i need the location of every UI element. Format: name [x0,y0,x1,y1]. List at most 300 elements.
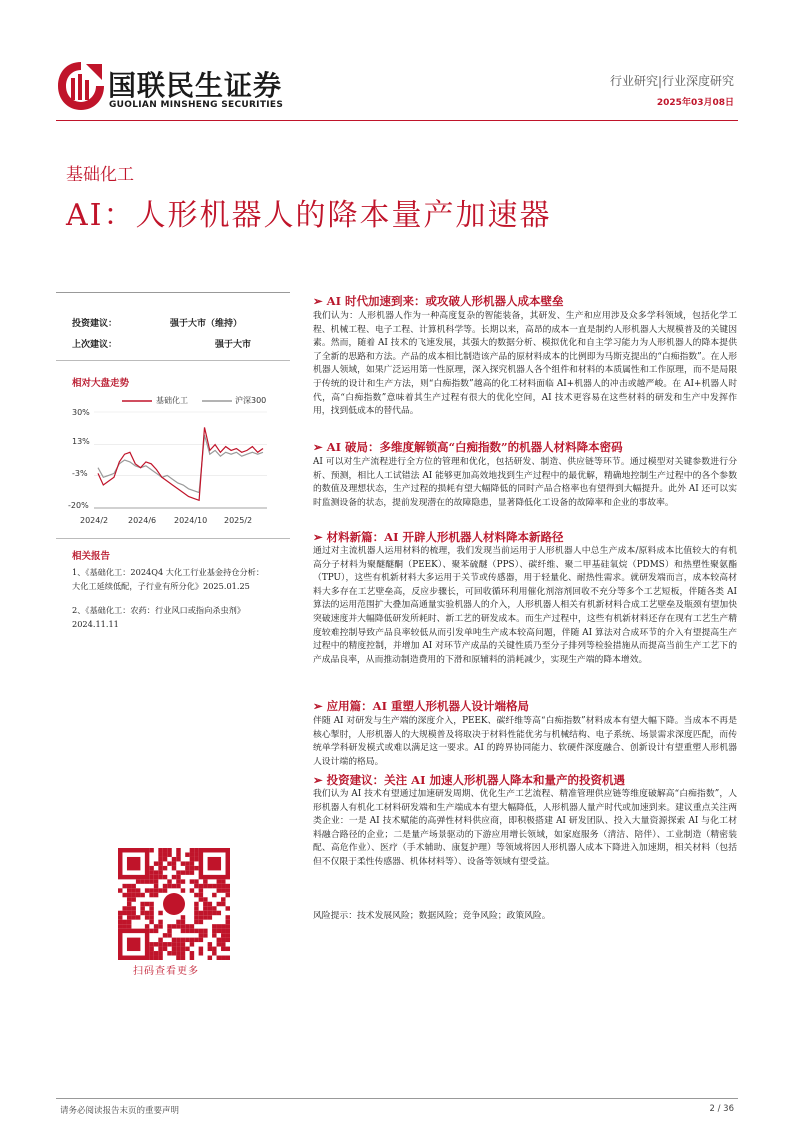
qr-module [217,929,221,933]
qr-module [163,875,167,879]
risk-warning: 风险提示：技术发展风险；数据风险；竞争风险；政策风险。 [313,911,551,921]
company-name-en: GUOLIAN MINSHENG SECURITIES [109,100,284,110]
qr-module [122,911,126,915]
qr-module [181,942,185,946]
qr-module [181,870,185,874]
related-report-item[interactable]: 1、《基础化工：2024Q4 大化工行业基金持仓分析：大化工延续低配，子行业有所分化》2025.01.25 [72,567,265,591]
qr-module [203,902,207,906]
qr-code-icon [118,848,230,960]
chart-title: 相对大盘走势 [72,378,130,389]
section-title-4: ➢ 应用篇：AI 重塑人形机器人设计端格局 [313,699,529,713]
qr-module [131,884,135,888]
qr-module [199,888,203,892]
qr-module [199,893,203,897]
qr-module [176,884,180,888]
qr-module [194,884,198,888]
qr-module [208,915,212,919]
qr-module [203,906,207,910]
qr-module [181,879,185,883]
company-name-cn: 国联民生证券 [108,69,283,102]
qr-module [149,947,153,951]
qr-module [172,938,176,942]
qr-module [217,888,221,892]
rating-value-1: 强于大市（维持） [170,319,243,329]
qr-module [181,888,185,892]
qr-module [217,938,221,942]
qr-module [154,951,158,955]
qr-module [199,915,203,919]
qr-module [127,911,131,915]
qr-module [140,906,144,910]
qr-module [176,924,180,928]
qr-module [127,893,131,897]
qr-module [221,956,225,960]
qr-code[interactable] [118,848,230,960]
qr-module [154,893,158,897]
qr-module [208,947,212,951]
qr-module [158,888,162,892]
section-text-3: 通过对主流机器人运用材料的梳理，我们发现当前运用于人形机器人中总生产成本/原料成本比值较大的有机高分子材料为聚醚醚酮（PEEK）、聚苯硫醚（PPS）、碳纤维、聚二甲基硅氧烷（PDMS）和热塑性聚氨酯（TPU），这些有机新材料大多运用于关节或传感器，用于轻量化、耐热性需求。就研发端而言，成本较高材料大多存在工艺壁垒高，反应步骤长，可回收循环利用催化剂溶剂回收不充分等多个工艺短板，伴随各类 AI 算法的运用范围扩大叠加高通量实验机器人的介入，人形机器人相关有机新材料合成工艺壁垒及瓶颈有望加快突破速度并大幅降低研发所耗时、新工艺的研发成本。而生产过程中，这些有机新材料还存在现有工艺生产精度较难控制导致产品良率较低从而引发单吨生产成本较高问题，伴随 AI 算法对合成环节的介入有望提高生产过程中的精度控制，并增加 AI 对环节产成品的关键性质乃至分子排列等检验措施从而提高当前生产工艺下的产成品良率，从而推动制造费用的下滑和原辅料的消耗减少，实现生产端的降本增效。 [313,546,737,665]
section-text-2: AI 可以对生产流程进行全方位的管理和优化，包括研发、制造、供应链等环节。通过模型对关键参数进行分析、预测，相比人工试错法 AI 能够更加高效地找到生产过程中的最优解，精确地控制生产过程中的各个参数的数值及理想状态，生产过程的损耗有望大幅降低的同时产品合格率也有望得到大幅提升。此外 AI 还可以实时监测设备的状态，提前发现潜在的故障隐患，显著降低化工设备的故障率和企业的事故率。 [313,457,737,508]
qr-module [226,956,230,960]
qr-module [185,947,189,951]
qr-module [172,947,176,951]
chart-svg [62,390,272,530]
qr-module [221,947,225,951]
sidebar-rule-3 [56,538,290,539]
qr-module [127,924,131,928]
qr-module [194,920,198,924]
header-divider [56,120,738,121]
qr-module [158,866,162,870]
qr-module [194,866,198,870]
qr-module [140,879,144,883]
qr-module [118,888,122,892]
qr-module [149,866,153,870]
qr-module [122,884,126,888]
qr-module [181,947,185,951]
qr-module [131,888,135,892]
qr-module [163,888,167,892]
qr-module [176,951,180,955]
arrow-icon: ➢ [313,530,323,544]
qr-module [226,884,230,888]
qr-module [208,956,212,960]
qr-module [212,911,216,915]
qr-module [194,915,198,919]
qr-module [190,929,194,933]
qr-module [158,870,162,874]
logo [56,60,316,116]
qr-module [167,848,171,852]
qr-module [163,857,167,861]
qr-module [212,951,216,955]
qr-module [199,951,203,955]
y-tick-label: -3% [72,469,88,478]
qr-module [194,906,198,910]
related-reports-title: 相关报告 [72,551,111,562]
qr-module [185,924,189,928]
industry-title: 基础化工 [66,165,134,185]
qr-module [127,888,131,892]
qr-module [131,893,135,897]
related-report-item[interactable]: 2、《基础化工：农药：行业风口或指向杀虫剂》2024.11.11 [72,605,246,629]
qr-module [127,884,131,888]
qr-module [217,879,221,883]
qr-module [217,911,221,915]
qr-module [176,956,180,960]
qr-module [149,906,153,910]
page-number: 2 / 36 [709,1104,734,1114]
qr-module [181,956,185,960]
qr-module [217,902,221,906]
x-tick-label: 2024/6 [128,516,157,525]
qr-module [149,920,153,924]
rating-label-1: 投资建议： [72,319,118,329]
qr-module [145,924,149,928]
qr-module [181,951,185,955]
qr-module [158,911,162,915]
qr-module [167,933,171,937]
qr-module [212,906,216,910]
qr-module [145,879,149,883]
qr-module [194,848,198,852]
qr-module [221,902,225,906]
qr-module [185,929,189,933]
qr-module [172,884,176,888]
qr-module [194,852,198,856]
qr-module [149,942,153,946]
qr-module [199,947,203,951]
qr-module [176,879,180,883]
qr-module [199,938,203,942]
qr-module [190,938,194,942]
qr-module [208,942,212,946]
qr-module [226,938,230,942]
qr-module [176,870,180,874]
qr-module [221,929,225,933]
x-tick-label: 2024/10 [174,516,208,525]
qr-module [154,929,158,933]
qr-module [149,888,153,892]
qr-module [190,848,194,852]
qr-module [163,884,167,888]
x-tick-label: 2025/2 [224,516,253,525]
qr-module [122,924,126,928]
qr-module [158,947,162,951]
qr-module [176,875,180,879]
y-tick-label: 30% [72,408,90,417]
qr-module [181,929,185,933]
qr-module [149,870,153,874]
qr-module [194,893,198,897]
qr-module [199,933,203,937]
qr-module [181,915,185,919]
qr-module [221,924,225,928]
qr-module [122,893,126,897]
qr-module [158,848,162,852]
section-title-1: ➢ AI 时代加速到来：或攻破人形机器人成本壁垒 [313,294,564,308]
section-title-5: ➢ 投资建议：关注 AI 加速人形机器人降本和量产的投资机遇 [313,773,625,787]
qr-module [154,884,158,888]
qr-module [167,879,171,883]
qr-module [167,951,171,955]
qr-module [140,902,144,906]
qr-module [190,870,194,874]
qr-module [167,861,171,865]
qr-module [221,897,225,901]
qr-module [145,915,149,919]
qr-module [226,915,230,919]
qr-module [212,924,216,928]
qr-module [176,848,180,852]
qr-module [190,951,194,955]
qr-module [226,929,230,933]
qr-module [208,906,212,910]
qr-module [199,884,203,888]
qr-module [221,938,225,942]
sidebar-top-rule [56,292,290,293]
qr-module [127,902,131,906]
qr-module [127,897,131,901]
qr-module [149,875,153,879]
qr-center-logo [163,893,185,915]
qr-module [226,933,230,937]
qr-module [221,888,225,892]
qr-module [181,861,185,865]
qr-module [118,924,122,928]
qr-module [203,911,207,915]
qr-module [158,956,162,960]
qr-module [217,924,221,928]
qr-module [172,924,176,928]
qr-module [203,884,207,888]
qr-module [136,915,140,919]
qr-module [154,861,158,865]
qr-module [221,933,225,937]
qr-module [172,866,176,870]
qr-module [217,942,221,946]
qr-module [190,942,194,946]
qr-finder [208,857,221,870]
qr-module [185,861,189,865]
qr-module [226,920,230,924]
qr-module [154,956,158,960]
qr-module [212,947,216,951]
qr-module [127,920,131,924]
qr-module [199,920,203,924]
series-line-2 [98,435,263,493]
rating-value-2: 强于大市 [215,340,252,350]
qr-module [158,920,162,924]
legend-label-2: 沪深300 [235,396,267,405]
qr-module [221,879,225,883]
company-logo-icon [56,60,106,112]
qr-module [154,942,158,946]
qr-module [185,866,189,870]
qr-module [145,902,149,906]
qr-module [190,852,194,856]
qr-module [226,893,230,897]
qr-module [190,857,194,861]
qr-module [163,942,167,946]
qr-module [136,893,140,897]
qr-module [212,893,216,897]
qr-module [172,875,176,879]
qr-module [194,857,198,861]
qr-module [122,906,126,910]
qr-module [194,938,198,942]
qr-module [127,906,131,910]
qr-module [131,915,135,919]
qr-module [131,897,135,901]
qr-module [136,888,140,892]
qr-module [226,906,230,910]
legend-label-1: 基础化工 [156,396,188,405]
page-title: AI：人形机器人的降本量产加速器 [66,198,552,233]
rating-label-2: 上次建议： [72,340,118,350]
qr-module [158,852,162,856]
qr-module [217,956,221,960]
qr-module [190,888,194,892]
section-text-1: 我们认为：人形机器人作为一种高度复杂的智能装备，其研发、生产和应用涉及众多学科领域，包括化学工程、机械工程、电子工程、计算机科学等。长期以来，高昂的成本一直是制约人形机器人大规模普及的关键因素。然而，随着 AI 技术的飞速发展，其强大的数据分析、模拟优化和自主学习能力为人形机器人的降本提供了全新的思路和方法。产品的成本相比制造该产品的原材料成本的比例即为马斯克提出的“白痴指数”。在人形机器人领域，如果广泛运用第一性原理，深入探究机器人各个组件和材料的本质属性和工作原理，而不是局限于传统的设计和生产方法，则“白痴指数”越高的化工材料面临 AI+机器人的冲击或越严峻。在 AI+机器人时代，高“白痴指数”意味着其生产过程有很大的优化空间，AI 技术更容易在这些材料的研发和生产中发挥作用，找到低成本的替代品。 [313,311,737,417]
qr-module [167,942,171,946]
series-line-1 [98,427,263,500]
y-tick-label: 13% [72,437,90,446]
qr-module [190,956,194,960]
qr-module [172,857,176,861]
qr-module [149,848,153,852]
qr-module [176,942,180,946]
qr-module [185,852,189,856]
qr-module [163,947,167,951]
qr-module [199,929,203,933]
qr-module [199,897,203,901]
qr-module [149,951,153,955]
qr-module [154,888,158,892]
qr-module [131,906,135,910]
arrow-icon: ➢ [313,294,323,308]
qr-module [212,933,216,937]
qr-module [203,929,207,933]
qr-module [176,857,180,861]
qr-module [140,893,144,897]
sidebar-rule-2 [56,360,290,361]
qr-module [226,924,230,928]
qr-module [226,888,230,892]
qr-module [158,857,162,861]
section-text-5: 我们认为 AI 技术有望通过加速研发周期、优化生产工艺流程、精准管理供应链等维度破解高“白痴指数”，人形机器人有机化工材料研发端和生产端成本有望大幅降低，人形机器人量产时代或加速到来。建议重点关注两类企业：一是 AI 技术赋能的高弹性材料供应商，即积极搭建 AI 研发团队、投入大量资源探索 AI 与化工材料融合路径的企业；二是量产场景驱动的下游应用增长领域，如家庭服务（清洁、陪伴）、工业制造（精密装配、高危作业）、医疗（手术辅助、康复护理）等领域将因人形机器人成本下降进入加速期，相关材料（包括但不仅限于柔性传感器、机体材料等）、设备等领域有望受益。 [313,789,737,867]
arrow-icon: ➢ [313,699,323,713]
qr-module [190,879,194,883]
qr-module [167,884,171,888]
qr-module [185,938,189,942]
qr-module [194,879,198,883]
qr-module [149,956,153,960]
qr-module [185,870,189,874]
qr-finder [127,857,140,870]
qr-module [149,893,153,897]
qr-module [221,884,225,888]
qr-module [145,888,149,892]
footer-disclaimer: 请务必阅读报告末页的重要声明 [60,1106,180,1116]
section-title-2: ➢ AI 破局：多维度解锁高“白痴指数”的机器人材料降本密码 [313,440,623,454]
qr-module [154,879,158,883]
qr-caption: 扫码查看更多 [133,966,199,977]
qr-module [203,897,207,901]
qr-module [190,861,194,865]
qr-module [122,920,126,924]
qr-module [221,942,225,946]
report-type: 行业研究|行业深度研究 [609,74,734,88]
qr-module [158,861,162,865]
qr-module [118,911,122,915]
qr-module [136,879,140,883]
qr-module [190,924,194,928]
qr-module [118,920,122,924]
qr-module [176,920,180,924]
qr-module [149,879,153,883]
qr-module [167,924,171,928]
qr-module [199,911,203,915]
qr-module [154,875,158,879]
qr-module [158,924,162,928]
qr-module [176,947,180,951]
qr-module [163,933,167,937]
qr-module [172,861,176,865]
qr-module [163,848,167,852]
y-tick-label: -20% [68,501,89,510]
section-title-3: ➢ 材料新篇：AI 开辟人形机器人材料降本新路径 [313,530,564,544]
qr-module [172,951,176,955]
relative-performance-chart [62,390,272,530]
qr-module [149,902,153,906]
qr-module [163,866,167,870]
section-text-4: 伴随 AI 对研发与生产端的深度介入，PEEK、碳纤维等高“白痴指数”材料成本有望大幅下降。当成本不再是核心掣肘，人形机器人的大规模普及将取决于材料性能优劣与机械结构、电子系统、场景需求深度匹配，而传统单学科研发模式或难以满足这一要求。AI 的跨界协同能力、软硬件深度融合、创新设计有望重塑人形机器人设计端的格局。 [313,716,737,767]
qr-module [118,915,122,919]
qr-module [212,929,216,933]
qr-module [176,938,180,942]
qr-module [167,929,171,933]
qr-module [226,947,230,951]
qr-module [181,920,185,924]
qr-module [194,929,198,933]
qr-finder [127,938,140,951]
qr-module [181,938,185,942]
qr-module [194,911,198,915]
qr-module [127,915,131,919]
arrow-icon: ➢ [313,440,323,454]
footer-divider [56,1098,738,1099]
qr-module [158,942,162,946]
qr-module [149,915,153,919]
qr-module [158,951,162,955]
arrow-icon: ➢ [313,773,323,787]
qr-module [158,875,162,879]
report-date: 2025年03月08日 [656,98,734,108]
qr-module [208,911,212,915]
qr-module [208,884,212,888]
qr-module [172,942,176,946]
qr-module [194,902,198,906]
qr-module [212,884,216,888]
qr-module [140,911,144,915]
qr-module [203,915,207,919]
qr-module [163,852,167,856]
x-tick-label: 2024/2 [80,516,109,525]
qr-module [154,870,158,874]
qr-module [131,911,135,915]
